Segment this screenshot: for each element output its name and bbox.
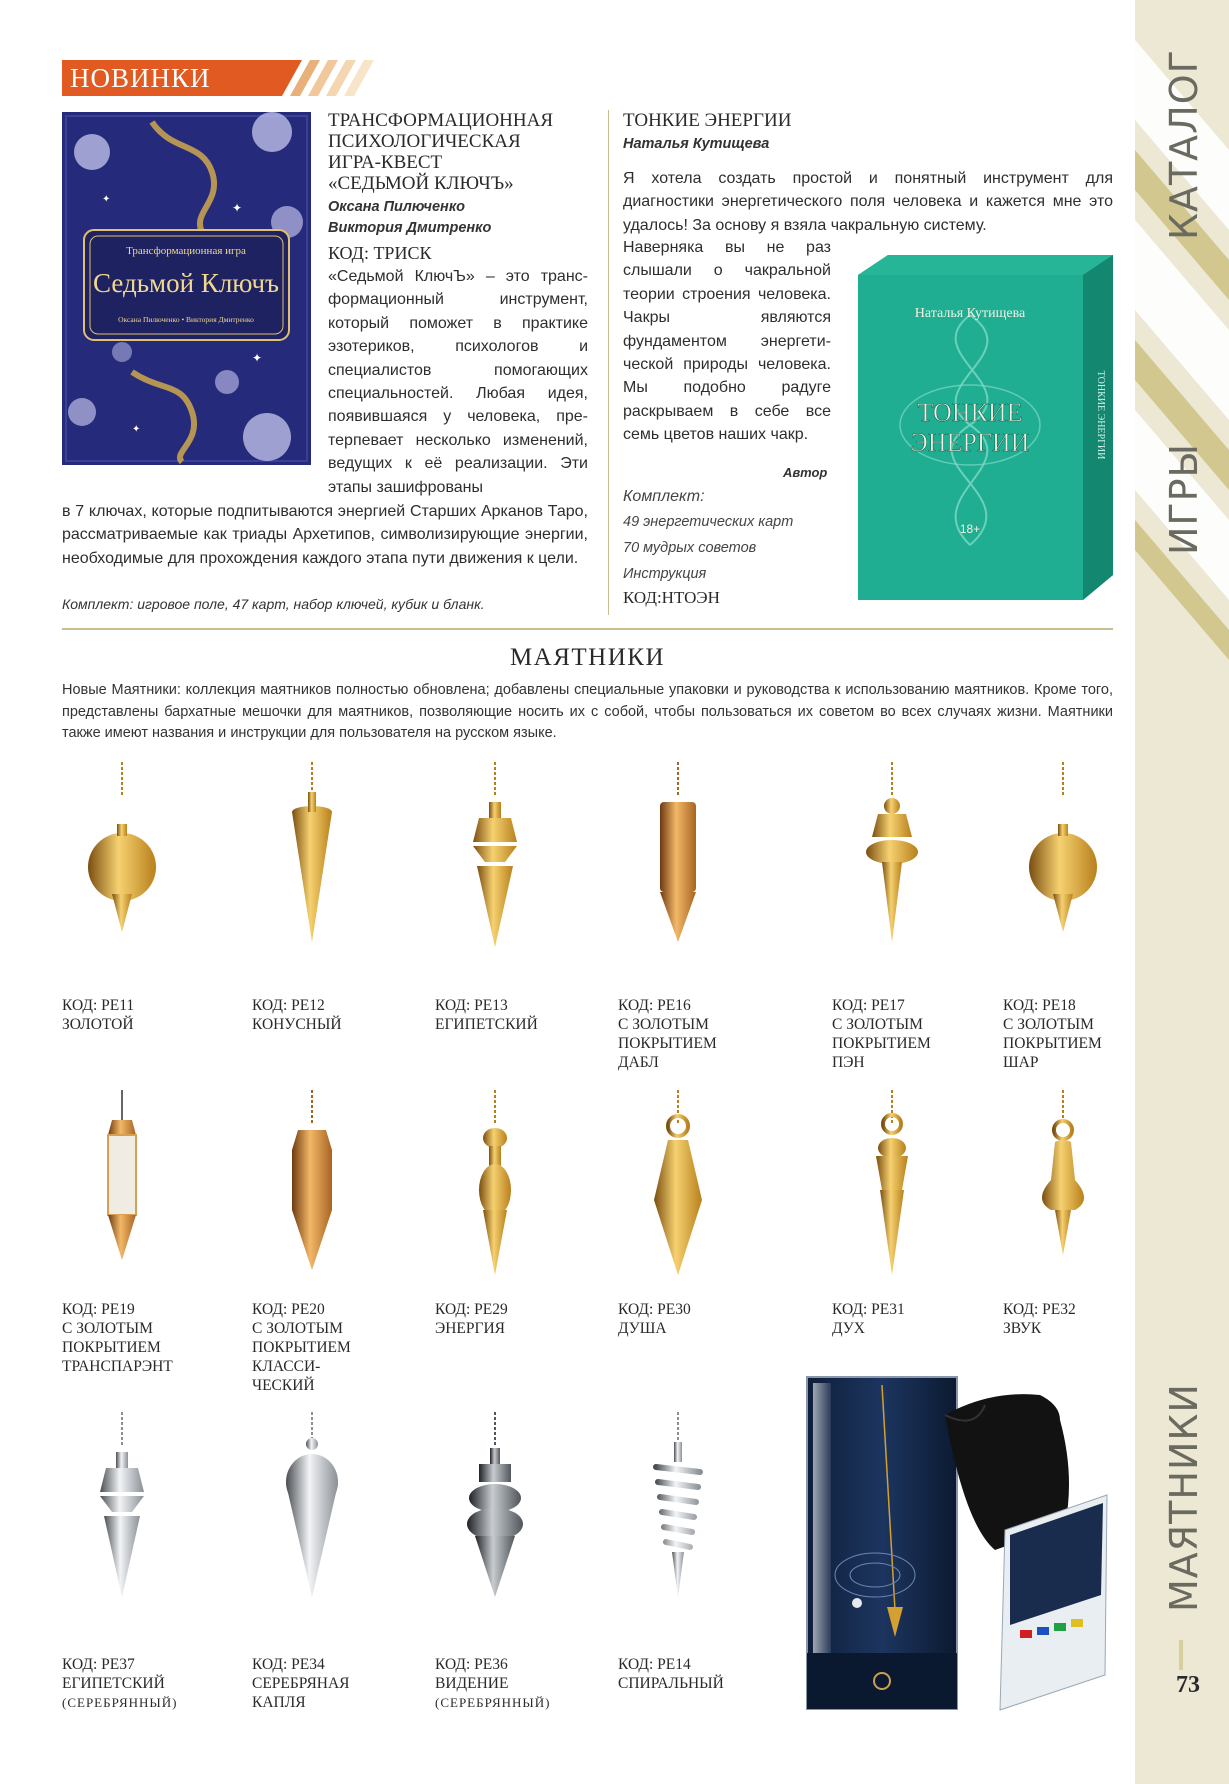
pendulum-image	[842, 762, 942, 962]
book2-kit-item: 49 энергетических карт	[623, 514, 794, 530]
pendulum-name-line: СПИРАЛЬНЫЙ	[618, 1675, 724, 1692]
pendulum-code: КОД: PE17	[832, 997, 905, 1014]
pendulum-name-line: ПОКРЫТИЕМ	[618, 1035, 717, 1052]
pendulum-name-line: ЗВУК	[1003, 1320, 1042, 1337]
book2-description: Я хотела создать простой и понятный инструмент для диагностики энергетического поля человека и кажется мне это удалось! За основу я взяла чакральную систему.	[623, 170, 1113, 234]
pendulum-image	[262, 1090, 362, 1290]
side-label-pendulums: МАЯТНИКИ	[1162, 1383, 1206, 1612]
cover-subtitle: Трансформационная игра	[126, 245, 246, 257]
pendulum-label	[252, 996, 342, 1034]
pendulum-name-line: С ЗОЛОТЫМ	[252, 1320, 343, 1337]
pendulum-image	[1013, 1090, 1113, 1290]
cover2-title-1: ТОНКИЕ	[917, 398, 1023, 427]
pendulum-label	[435, 1300, 508, 1338]
pendulum-code: КОД: PE29	[435, 1301, 508, 1318]
pendulum-image	[628, 1090, 728, 1290]
pendulum-label	[618, 996, 717, 1072]
pendulum-label	[618, 1300, 691, 1338]
pendulum-label	[832, 996, 931, 1072]
pendulum-name-line: ШАР	[1003, 1054, 1039, 1071]
pendulum-name-line: ЭНЕРГИЯ	[435, 1320, 506, 1337]
pendulum-name-line: ПОКРЫТИЕМ	[62, 1339, 161, 1356]
pendulum-code: КОД: PE36	[435, 1656, 508, 1673]
book1-title: ТРАНСФОРМАЦИОННАЯ ПСИХОЛОГИЧЕСКАЯ ИГРА-КВЕСТ «СЕДЬМОЙ КЛЮЧЪ»	[328, 110, 554, 194]
pendulum-code: КОД: PE14	[618, 1656, 691, 1673]
svg-text:✦: ✦	[132, 424, 141, 435]
pendulum-code: КОД: PE37	[62, 1656, 135, 1673]
pendulum-label	[1003, 1300, 1076, 1338]
page-number: 73	[1176, 1672, 1200, 1698]
svg-text:✦: ✦	[102, 194, 111, 205]
pendulum-label	[832, 1300, 905, 1338]
pendulum-code: КОД: PE31	[832, 1301, 905, 1318]
book2-description-cont: Наверняка вы не раз слышали о чакральной теории строения человека. Чакры являются фундаментом энергетической природы человека. Мы подобно радуге раскрываем в себе все семь цветов наших чакр.	[623, 239, 831, 444]
pendulum-name-line: ЗОЛОТОЙ	[62, 1016, 134, 1033]
pendulum-image	[262, 762, 362, 962]
pendulum-name-line: С ЗОЛОТЫМ	[62, 1320, 153, 1337]
pendulum-name-line: С ЗОЛОТЫМ	[832, 1016, 923, 1033]
pendulum-code: КОД: PE12	[252, 997, 325, 1014]
pendulum-code: КОД: PE16	[618, 997, 691, 1014]
section-title: МАЯТНИКИ	[509, 644, 666, 671]
pendulum-code: КОД: PE20	[252, 1301, 325, 1318]
pendulum-image	[842, 1090, 942, 1290]
book2-kit-label: Комплект:	[623, 488, 705, 505]
svg-text:✦: ✦	[232, 201, 243, 215]
book2-title: ТОНКИЕ ЭНЕРГИИ	[623, 110, 792, 131]
section-rule	[62, 628, 1113, 630]
pendulum-note: (СЕРЕБРЯННЫЙ)	[435, 1695, 551, 1710]
pendulum-name-line: ДУХ	[832, 1320, 865, 1337]
pendulum-code: КОД: PE11	[62, 997, 135, 1014]
pendulum-image	[1013, 762, 1113, 962]
book-cover-seventh-key	[62, 112, 311, 465]
column-divider	[608, 110, 609, 615]
pendulum-image	[72, 1412, 172, 1612]
pendulum-name-line: КЛАССИ-	[252, 1358, 321, 1375]
cover2-title-2: ЭНЕРГИИ	[910, 428, 1030, 457]
cover-authors: Оксана Пилюченко • Виктория Дмитренко	[118, 315, 254, 324]
side-label-catalog: КАТАЛОГ	[1162, 49, 1206, 240]
pendulum-label	[252, 1300, 351, 1395]
pendulum-name-line: ЕГИПЕТСКИЙ	[435, 1016, 538, 1033]
side-divider	[1179, 1640, 1183, 1670]
pendulum-code: КОД: PE19	[62, 1301, 135, 1318]
new-items-label: НОВИНКИ	[70, 63, 211, 93]
pendulum-name-line: ДУША	[618, 1320, 667, 1337]
pendulum-code: КОД: PE18	[1003, 997, 1076, 1014]
pendulum-label	[62, 1655, 178, 1712]
book2-author: Наталья Кутищева	[623, 136, 770, 152]
book1-description-cont: в 7 ключах, которые подпитываются энергией Старших Арканов Таро, рассматриваемые как триады Архетипов, символизирующие энергии, необходимые для прохождения каждого этапа пути движения к цели.	[62, 503, 588, 567]
pendulum-name-line: С ЗОЛОТЫМ	[618, 1016, 709, 1033]
pendulum-name-line: ДАБЛ	[618, 1054, 659, 1071]
pendulum-label	[618, 1655, 724, 1693]
pendulum-name-line: КОНУСНЫЙ	[252, 1016, 342, 1033]
book1-kit: Комплект: игровое поле, 47 карт, набор ключей, кубик и бланк.	[62, 596, 485, 612]
book2-kit-item: 70 мудрых советов	[623, 540, 757, 556]
book2-code: КОД:НТОЭН	[623, 588, 720, 607]
pendulum-name-line: ВИДЕНИЕ	[435, 1675, 509, 1692]
pendulum-name-line: ПЭН	[832, 1054, 865, 1071]
cover2-author: Наталья Кутищева	[914, 306, 1026, 321]
pendulum-label	[435, 996, 538, 1034]
pendulum-name-line: ПОКРЫТИЕМ	[252, 1339, 351, 1356]
cover-title: Седьмой Ключъ	[93, 268, 279, 298]
book1-author-1: Оксана Пилюченко	[328, 199, 466, 215]
pendulum-image	[445, 1412, 545, 1612]
pendulum-image	[262, 1412, 362, 1612]
pendulum-name-line: ЧЕСКИЙ	[252, 1377, 315, 1394]
pendulum-name-line: СЕРЕБРЯНАЯ	[252, 1675, 350, 1692]
cover2-age: 18+	[959, 522, 981, 536]
cover2-spine: ТОНКИЕ ЭНЕРГИИ	[1095, 370, 1106, 460]
pendulum-code: КОД: PE34	[252, 1656, 325, 1673]
pendulum-label	[62, 1300, 173, 1376]
pendulum-name-line: ПОКРЫТИЕМ	[832, 1035, 931, 1052]
pendulum-label	[62, 996, 134, 1034]
section-intro: Новые Маятники: коллекция маятников полностью обновлена; добавлены специальные упаковки и руководства к использованию маятников. Кроме того, представлены бархатные мешочки для маятников, позволяющие носить их с собой, чтобы пользоваться их советом во всех случаях жизни. Маятники также имеют названия и инструкции для пользователя на русском языке.	[62, 682, 1113, 741]
pendulum-name-line: ЕГИПЕТСКИЙ	[62, 1675, 165, 1692]
pendulum-label	[1003, 996, 1102, 1072]
book2-author-signature: Автор	[783, 465, 828, 480]
pendulum-image	[72, 762, 172, 962]
pendulum-image	[445, 762, 545, 962]
side-label-games: ИГРЫ	[1162, 442, 1206, 555]
pendulum-name-line: КАПЛЯ	[252, 1694, 306, 1711]
book1-description: «Седьмой КлючЪ» – это трансформационный инструмент, который поможет в практике эзотериков, психологов и специалистов помогающих специальностей. Любая идея, появившаяся у человека, претерпевает несколько изменений, ведущих к её реализации. Эти этапы зашифрованы	[328, 268, 588, 496]
pendulum-code: КОД: PE32	[1003, 1301, 1076, 1318]
pendulum-name-line: ПОКРЫТИЕМ	[1003, 1035, 1102, 1052]
pendulum-image	[72, 1090, 172, 1290]
pendulum-code: КОД: PE13	[435, 997, 508, 1014]
pendulum-note: (СЕРЕБРЯННЫЙ)	[62, 1695, 178, 1710]
pendulum-label	[252, 1655, 350, 1712]
pendulum-image	[445, 1090, 545, 1290]
book2-kit-item: Инструкция	[623, 566, 707, 582]
pendulum-image	[628, 1412, 728, 1612]
pendulum-label	[435, 1655, 551, 1712]
pendulum-image	[628, 762, 728, 962]
book1-code: КОД: ТРИСК	[328, 243, 432, 263]
book1-author-2: Виктория Дмитренко	[328, 220, 492, 236]
pendulum-name-line: ТРАНСПАРЭНТ	[62, 1358, 173, 1375]
pendulum-name-line: С ЗОЛОТЫМ	[1003, 1016, 1094, 1033]
pendulum-code: КОД: PE30	[618, 1301, 691, 1318]
book-cover-subtle-energies	[858, 255, 1113, 600]
svg-text:✦: ✦	[252, 351, 263, 365]
pendulum-display-box-and-pouch	[805, 1375, 1117, 1715]
